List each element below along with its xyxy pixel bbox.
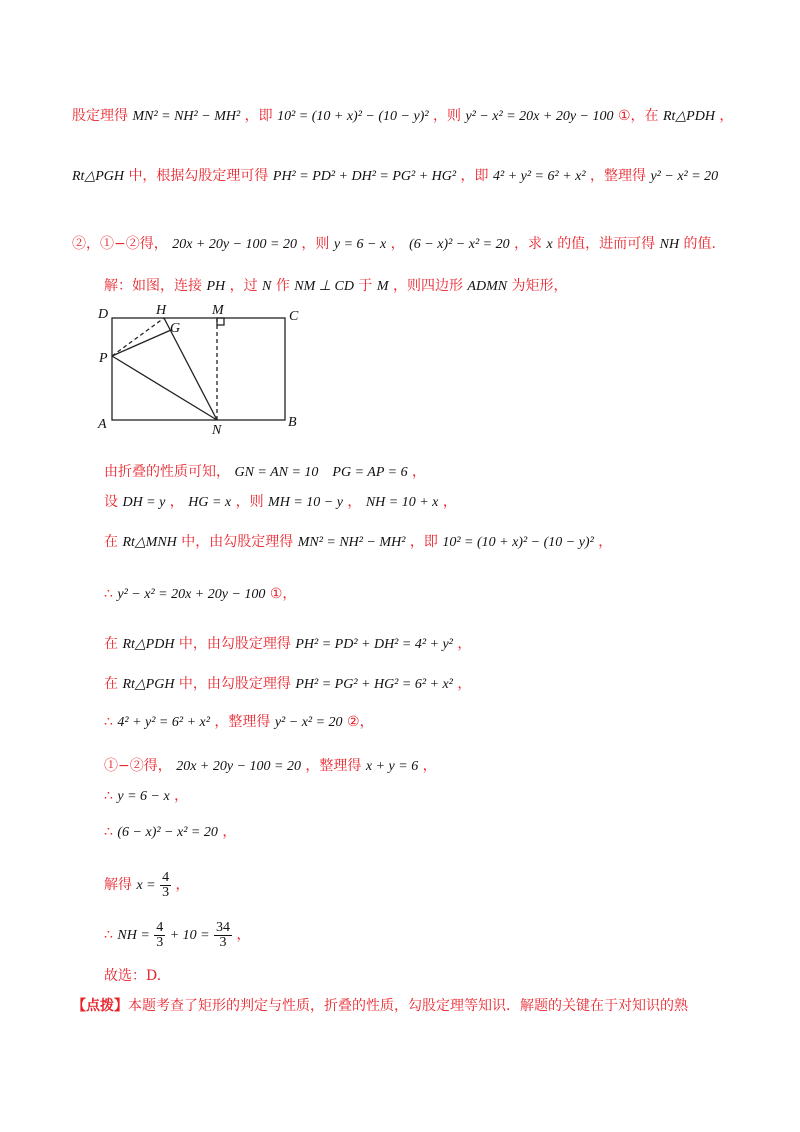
solution-line-3 <box>104 532 612 553</box>
formula: y² − x² = 20 <box>274 715 343 730</box>
solution-line-9 <box>104 786 188 807</box>
formula: MN² = NH² − MH² <box>132 109 241 124</box>
label-b: B <box>288 415 297 430</box>
formula: y = 6 − x <box>333 237 387 252</box>
text: ，过 <box>229 278 258 294</box>
solution-line-11 <box>104 870 190 901</box>
text: ， <box>347 494 362 510</box>
text: 在 <box>104 534 118 550</box>
text: ， <box>175 877 190 893</box>
comment-tag: 【点拨】 <box>72 998 128 1014</box>
text: ， <box>169 494 184 510</box>
text: ②，①−②得， <box>72 236 168 252</box>
text: ∴ <box>104 788 113 804</box>
formula: 10² = (10 + x)² − (10 − y)² <box>277 109 429 124</box>
text: ，则 <box>235 494 264 510</box>
formula: Rt△MNH <box>122 535 177 550</box>
text: ，求 <box>514 236 543 252</box>
formula: NM ⊥ CD <box>294 279 354 294</box>
formula: y = 6 − x <box>117 789 170 804</box>
formula: NH <box>659 237 680 252</box>
text: 中，由勾股定理得 <box>178 636 291 652</box>
analysis-line-1 <box>72 106 733 127</box>
text: ，整理得 <box>590 168 647 184</box>
solution-intro <box>104 276 568 297</box>
formula: ADMN <box>467 279 508 294</box>
text: ，整理得 <box>214 714 271 730</box>
text: ，即 <box>244 108 273 124</box>
text: ①， <box>269 586 297 602</box>
formula: 20x + 20y − 100 = 20 <box>176 759 301 774</box>
text: ， <box>390 236 405 252</box>
formula: HG = x <box>188 495 232 510</box>
text: 的值，进而可得 <box>557 236 656 252</box>
fraction <box>160 871 171 900</box>
text: ，则 <box>433 108 461 124</box>
solution-line-10 <box>104 822 236 843</box>
label-n: N <box>212 423 222 438</box>
text: 由折叠的性质可知， <box>104 464 230 480</box>
text: 为矩形， <box>511 278 568 294</box>
text: ， <box>412 464 427 480</box>
text: ， <box>598 534 613 550</box>
fraction <box>154 921 165 950</box>
formula: Rt△PGH <box>122 677 175 692</box>
denominator: 3 <box>156 934 164 950</box>
formula: x + y = 6 <box>365 759 419 774</box>
text: ， <box>236 927 251 943</box>
formula: DH = y <box>122 495 166 510</box>
denominator: 3 <box>162 884 170 900</box>
text: ∴ <box>104 586 113 602</box>
text: ①−②得， <box>104 758 172 774</box>
text: ， <box>442 494 457 510</box>
solution-line-7 <box>104 712 374 733</box>
numerator: 34 <box>216 919 231 935</box>
text: ①，在 <box>617 108 659 124</box>
geometry-figure <box>96 300 316 440</box>
text: ， <box>422 758 437 774</box>
formula: PH <box>206 279 226 294</box>
formula: 10² = (10 + x)² − (10 − y)² <box>442 535 594 550</box>
analysis-line-3 <box>72 234 716 255</box>
solution-line-5 <box>104 634 471 655</box>
right-angle-mark <box>217 318 224 325</box>
formula: y² − x² = 20x + 20y − 100 <box>117 587 266 602</box>
rectangle-abcd <box>112 318 285 420</box>
formula: MH = 10 − y <box>268 495 343 510</box>
formula: NH = 10 + x <box>365 495 439 510</box>
text: 的值. <box>683 236 716 252</box>
formula: (6 − x)² − x² = 20 <box>409 237 510 252</box>
numerator: 4 <box>162 869 170 885</box>
fraction <box>214 921 232 950</box>
text: 在 <box>104 636 118 652</box>
segment-pn <box>112 356 217 420</box>
text: ，整理得 <box>305 758 362 774</box>
formula: PH² = PD² + DH² = 4² + y² <box>295 637 453 652</box>
formula: Rt△PDH <box>122 637 175 652</box>
formula: + 10 = <box>169 928 210 943</box>
solution-line-12 <box>104 920 251 951</box>
text: 解：如图，连接 <box>104 278 202 294</box>
label-m: M <box>212 303 224 318</box>
formula: x = <box>136 878 156 893</box>
text: ，即 <box>460 168 489 184</box>
label-p: P <box>99 351 108 366</box>
text: 中，根据勾股定理可得 <box>128 168 269 184</box>
text: 中，由勾股定理得 <box>181 534 294 550</box>
text: 股定理得 <box>72 108 128 124</box>
text: ∴ <box>104 824 113 840</box>
formula: PH² = PD² + DH² = PG² + HG² <box>272 169 457 184</box>
text: ， <box>457 636 472 652</box>
comment-line <box>72 996 688 1016</box>
label-d: D <box>98 307 109 322</box>
text: ， <box>457 676 472 692</box>
denominator: 3 <box>219 934 227 950</box>
formula: y² − x² = 20x + 20y − 100 <box>465 109 614 124</box>
text: 在 <box>104 676 118 692</box>
text: ， <box>719 108 734 124</box>
solution-line-8 <box>104 756 437 777</box>
text: 中，由勾股定理得 <box>178 676 291 692</box>
formula: x <box>546 237 553 252</box>
analysis-line-2 <box>72 166 718 187</box>
text: 于 <box>358 278 373 294</box>
answer-line: 故选：D. <box>104 968 162 984</box>
formula: GN = AN = 10 PG = AP = 6 <box>234 465 408 480</box>
text: 作 <box>275 278 290 294</box>
numerator: 4 <box>156 919 164 935</box>
formula: Rt△PDH <box>662 109 715 124</box>
label-a: A <box>98 417 107 432</box>
formula: Rt△PGH <box>72 169 124 184</box>
formula: N <box>262 279 272 294</box>
text: ∴ <box>104 714 113 730</box>
solution-line-6 <box>104 674 471 695</box>
text: ，即 <box>409 534 438 550</box>
formula: 20x + 20y − 100 = 20 <box>172 237 297 252</box>
text: ②， <box>347 714 374 730</box>
formula: PH² = PG² + HG² = 6² + x² <box>295 677 453 692</box>
solution-line-2 <box>104 492 457 513</box>
comment-text: 本题考查了矩形的判定与性质，折叠的性质，勾股定理等知识．解题的关键在于对知识的熟 <box>128 998 688 1014</box>
solution-line-1 <box>104 462 426 483</box>
text: 解得 <box>104 877 132 893</box>
label-h: H <box>156 303 167 318</box>
formula: NH = <box>117 928 150 943</box>
label-c: C <box>289 309 299 324</box>
formula: 4² + y² = 6² + x² <box>117 715 210 730</box>
text: ， <box>222 824 237 840</box>
text: 设 <box>104 494 118 510</box>
label-g: G <box>170 321 181 336</box>
formula: y² − x² = 20 <box>650 169 719 184</box>
formula: 4² + y² = 6² + x² <box>493 169 586 184</box>
solution-line-4 <box>104 584 296 605</box>
text: ， <box>174 788 189 804</box>
formula: (6 − x)² − x² = 20 <box>117 825 218 840</box>
formula: M <box>376 279 389 294</box>
text: ，则 <box>301 236 330 252</box>
text: ∴ <box>104 927 113 943</box>
formula: MN² = NH² − MH² <box>297 535 406 550</box>
text: ，则四边形 <box>392 278 463 294</box>
